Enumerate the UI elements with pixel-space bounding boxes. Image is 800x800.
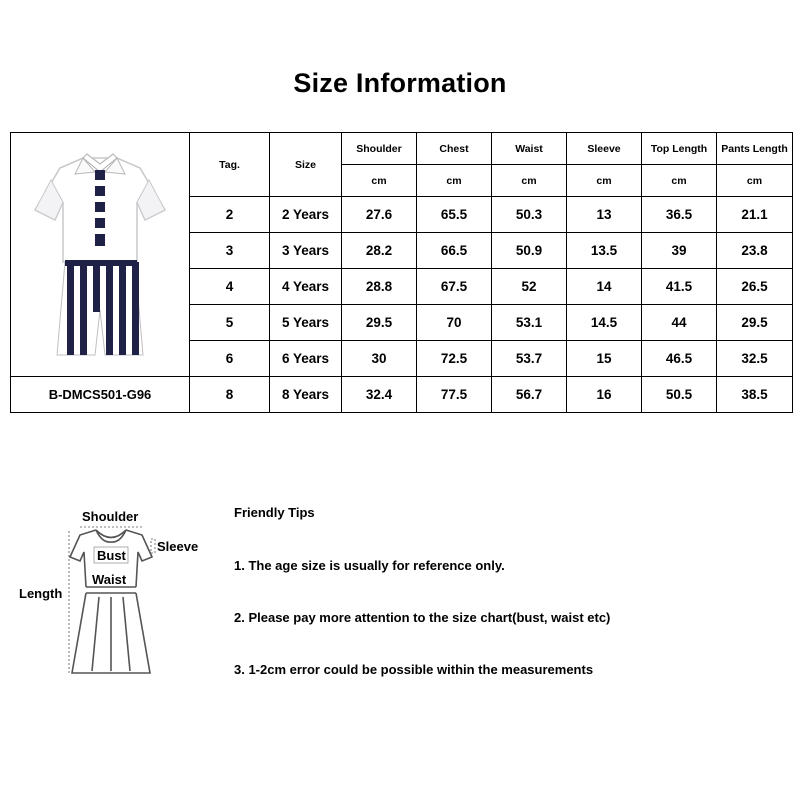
value-cell: 13.5 [567,233,642,269]
header-tag: Tag. [190,133,270,197]
tip-item: 3. 1-2cm error could be possible within the measurements [234,662,594,677]
value-cell: 44 [642,305,717,341]
value-cell: 38.5 [717,377,793,413]
header-size: Size [270,133,342,197]
header-shoulder: Shoulder [342,133,417,165]
tag-cell: 8 [190,377,270,413]
unit-cell: cm [642,165,717,197]
unit-cell: cm [342,165,417,197]
header-sleeve: Sleeve [567,133,642,165]
size-cell: 8 Years [270,377,342,413]
value-cell: 32.4 [342,377,417,413]
unit-cell: cm [492,165,567,197]
value-cell: 28.2 [342,233,417,269]
value-cell: 39 [642,233,717,269]
tip-item: 2. Please pay more attention to the size chart(bust, waist etc) [234,610,611,625]
label-sleeve: Sleeve [157,539,199,554]
header-chest: Chest [417,133,492,165]
value-cell: 32.5 [717,341,793,377]
value-cell: 70 [417,305,492,341]
value-cell: 67.5 [417,269,492,305]
value-cell: 53.1 [492,305,567,341]
header-top-length: Top Length [642,133,717,165]
value-cell: 50.9 [492,233,567,269]
value-cell: 27.6 [342,197,417,233]
header-pants-length: Pants Length [717,133,793,165]
value-cell: 23.8 [717,233,793,269]
value-cell: 36.5 [642,197,717,233]
value-cell: 53.7 [492,341,567,377]
value-cell: 41.5 [642,269,717,305]
size-cell: 6 Years [270,341,342,377]
value-cell: 29.5 [717,305,793,341]
tag-cell: 5 [190,305,270,341]
value-cell: 46.5 [642,341,717,377]
page-title: Size Information [293,68,507,98]
tag-cell: 6 [190,341,270,377]
value-cell: 65.5 [417,197,492,233]
header-row [11,133,793,165]
size-cell: 4 Years [270,269,342,305]
label-waist: Waist [92,572,127,587]
label-length: Length [19,586,63,601]
header-waist: Waist [492,133,567,165]
size-cell: 3 Years [270,233,342,269]
value-cell: 56.7 [492,377,567,413]
product-code: B-DMCS501-G96 [11,377,190,413]
value-cell: 50.3 [492,197,567,233]
value-cell: 28.8 [342,269,417,305]
value-cell: 50.5 [642,377,717,413]
tip-item: 1. The age size is usually for reference only. [234,558,505,573]
tag-cell: 4 [190,269,270,305]
size-cell: 5 Years [270,305,342,341]
value-cell: 13 [567,197,642,233]
value-cell: 66.5 [417,233,492,269]
unit-cell: cm [717,165,793,197]
tips-title: Friendly Tips [234,505,315,520]
label-bust: Bust [97,548,126,563]
value-cell: 21.1 [717,197,793,233]
label-shoulder: Shoulder [82,509,139,524]
unit-cell: cm [417,165,492,197]
value-cell: 29.5 [342,305,417,341]
value-cell: 72.5 [417,341,492,377]
product-outfit-image [25,150,175,360]
value-cell: 77.5 [417,377,492,413]
product-image-cell [11,133,190,377]
value-cell: 15 [567,341,642,377]
value-cell: 14 [567,269,642,305]
size-chart-table [10,132,793,413]
tag-cell: 2 [190,197,270,233]
unit-cell: cm [567,165,642,197]
table-row [11,377,793,413]
size-cell: 2 Years [270,197,342,233]
tag-cell: 3 [190,233,270,269]
value-cell: 14.5 [567,305,642,341]
measurement-diagram [14,505,214,685]
value-cell: 16 [567,377,642,413]
value-cell: 26.5 [717,269,793,305]
value-cell: 30 [342,341,417,377]
value-cell: 52 [492,269,567,305]
